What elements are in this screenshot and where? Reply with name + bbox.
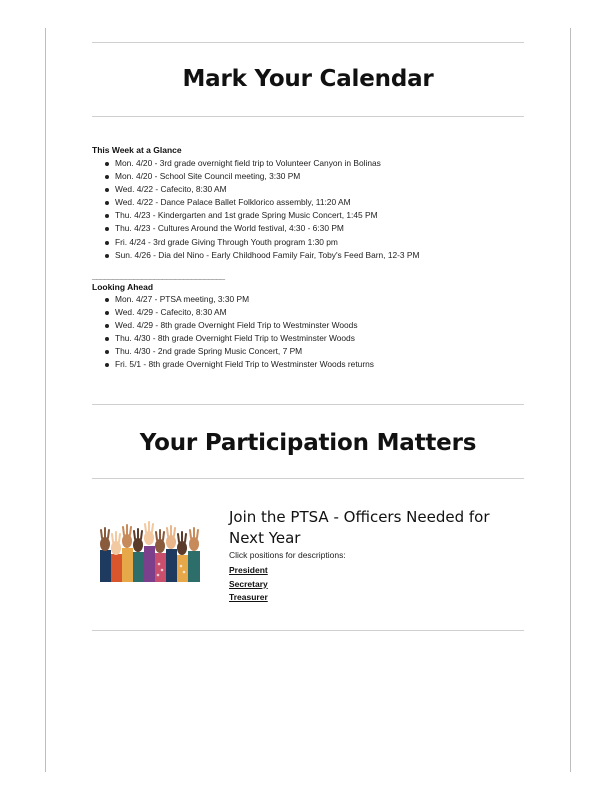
list-item: Wed. 4/29 - Cafecito, 8:30 AM [104,306,374,319]
link-item-secretary [229,578,268,592]
page-right-border [570,28,571,772]
list-item: Fri. 5/1 - 8th grade Overnight Field Trip to Westminster Woods returns [104,358,374,371]
list-item: Thu. 4/23 - Kindergarten and 1st grade Spring Music Concert, 1:45 PM [104,209,419,222]
list-item: Mon. 4/20 - 3rd grade overnight field trip to Volunteer Canyon in Bolinas [104,157,419,170]
ptsa-subtitle: Click positions for descriptions: [229,550,346,560]
list-item: Thu. 4/30 - 8th grade Overnight Field Trip to Westminster Woods [104,332,374,345]
secretary-link[interactable]: Secretary [229,578,268,589]
ptsa-title: Join the PTSA - Officers Needed for Next Year [229,508,490,547]
divider-top [92,42,524,43]
treasurer-link[interactable]: Treasurer [229,592,268,602]
list-item: Mon. 4/27 - PTSA meeting, 3:30 PM [104,293,374,306]
ptsa-links [229,564,268,605]
link-item-president [229,564,268,578]
divider-calendar [92,116,524,117]
list-item: Wed. 4/22 - Cafecito, 8:30 AM [104,183,419,196]
link-item-treasurer [229,591,268,605]
list-item: Wed. 4/29 - 8th grade Overnight Field Trip to Westminster Woods [104,319,374,332]
list-item: Fri. 4/24 - 3rd grade Giving Through Youth program 1:30 pm [104,236,419,249]
list-item: Mon. 4/20 - School Site Council meeting, 3:30 PM [104,170,419,183]
list-item: Thu. 4/30 - 2nd grade Spring Music Concert, 7 PM [104,345,374,358]
divider-participation-bottom [92,478,524,479]
divider-participation [92,404,524,405]
calendar-heading: Mark Your Calendar [182,66,434,92]
president-link[interactable]: President [229,565,268,575]
page-left-border [45,28,46,772]
this-week-title: This Week at a Glance [92,145,182,155]
list-item: Wed. 4/22 - Dance Palace Ballet Folklorico assembly, 11:20 AM [104,196,419,209]
looking-ahead-title: Looking Ahead [92,282,154,292]
divider-bottom [92,630,524,631]
text-separator: ________________________________ [92,272,225,281]
participation-heading: Your Participation Matters [139,430,477,456]
raised-hands-icon [96,520,204,582]
list-item: Sun. 4/26 - Dia del Nino - Early Childhood Family Fair, Toby's Feed Barn, 12-3 PM [104,249,419,262]
list-item: Thu. 4/23 - Cultures Around the World festival, 4:30 - 6:30 PM [104,222,419,235]
this-week-list [104,157,419,262]
looking-ahead-list [104,293,374,372]
